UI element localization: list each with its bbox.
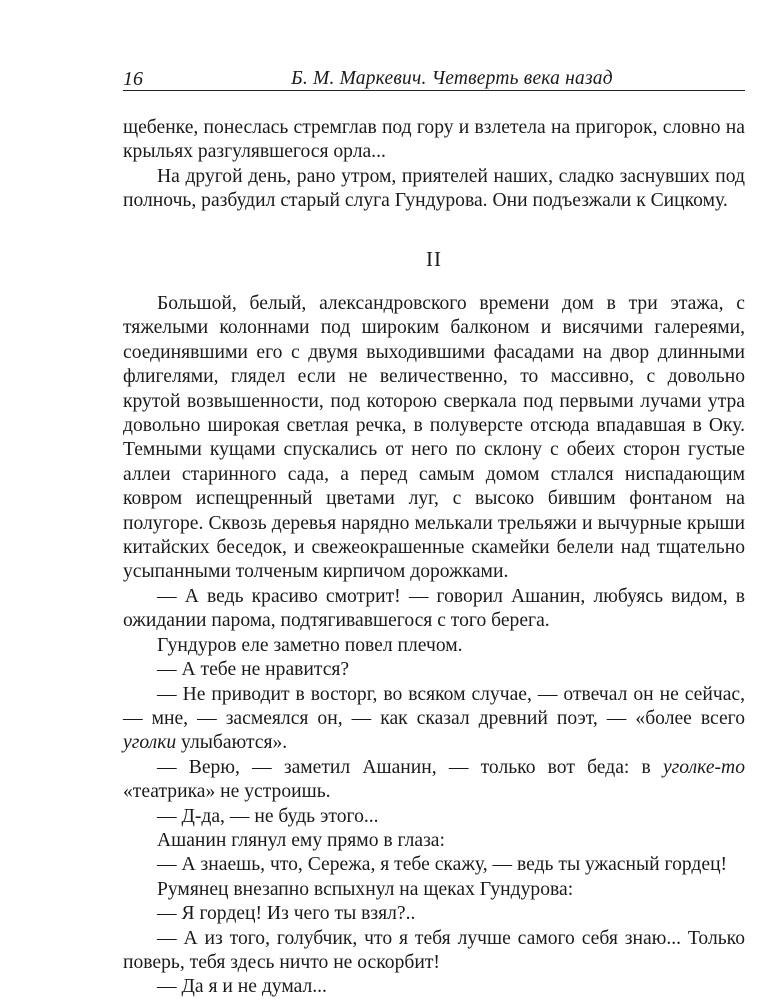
top-text-block [123,116,745,214]
chapter-number: II [426,247,442,271]
page-number: 16 [123,68,143,90]
text-span: «театрика» не устроишь. [123,781,331,803]
running-head: Б. М. Маркевич. Четверть века назад [291,68,613,89]
dialogue-line: — Я гордец! Из чего ты взял?.. [157,903,416,925]
dialogue-line: — А из того, голубчик, что я тебя лучше самого себя знаю... Только поверь, тебя здесь ничто не оскорбит! [123,927,745,973]
dialogue-line: — А ведь красиво смотрит! — говорил Ашанин, любуясь видом, в ожидании парома, подтягивавшегося с того берега. [123,585,745,632]
dialogue-line: — Д-да, — не будь этого... [157,805,379,827]
paragraph: Гундуров еле заметно повел плечом. [157,634,463,656]
paragraph: щебенке, понеслась стремглав под гору и взлетела на пригорок, словно на крыльях разгулявшегося орла... [123,117,745,163]
italic-text: уголке-то [662,756,745,778]
page-header [123,58,745,91]
italic-text: уголки [123,732,177,754]
dialogue-line [123,683,745,756]
dialogue-line [123,756,745,805]
paragraph: Большой, белый, александровского времени дом в три этажа, с тяжелыми колоннами под широким балконом и висячими галереями, соединявшими его с двумя выходившими фасадами на двор длинными флигелями, глядел если не величественно, то массивно, с довольно крутой возвышенности, под которою сверкала под первыми лучами утра довольно широкая светлая речка, в полуверсте отсюда впадавшая в Оку. Темными кущами спускались от него по склону с обеих сторон густые аллеи старинного сада, а перед самым домом стлался ниспадающим ковром испещренный цветами луг, с высоко бившим фонтаном на полугоре. Сквозь деревья нарядно мелькали трельяжи и вычурные крыши китайских беседок, и свежеокрашенные скамейки белели над тщательно усыпанными толченым кирпичом дорожками. [123,293,745,583]
main-text-block [123,292,745,1000]
text-span: — Верю, — заметил Ашанин, — только вот беда: в [157,756,663,778]
paragraph: На другой день, рано утром, приятелей наших, сладко заснувших под полночь, разбудил старый слуга Гундурова. Они подъезжали к Сицкому. [123,165,745,212]
text-span: улыбаются». [176,732,288,754]
paragraph: Румянец внезапно вспыхнул на щеках Гундурова: [157,878,574,900]
paragraph: Ашанин глянул ему прямо в глаза: [157,829,445,851]
dialogue-line: — А знаешь, что, Сережа, я тебе скажу, — ведь ты ужасный гордец! [157,854,728,876]
text-span: — Не приводит в восторг, во всяком случае, — отвечал он не сейчас, — мне, — засмеялся он, — как сказал древний поэт, — «более всего [123,683,745,729]
dialogue-line: — Да я и не думал... [157,976,327,998]
dialogue-line: — А тебе не нравится? [157,659,350,681]
